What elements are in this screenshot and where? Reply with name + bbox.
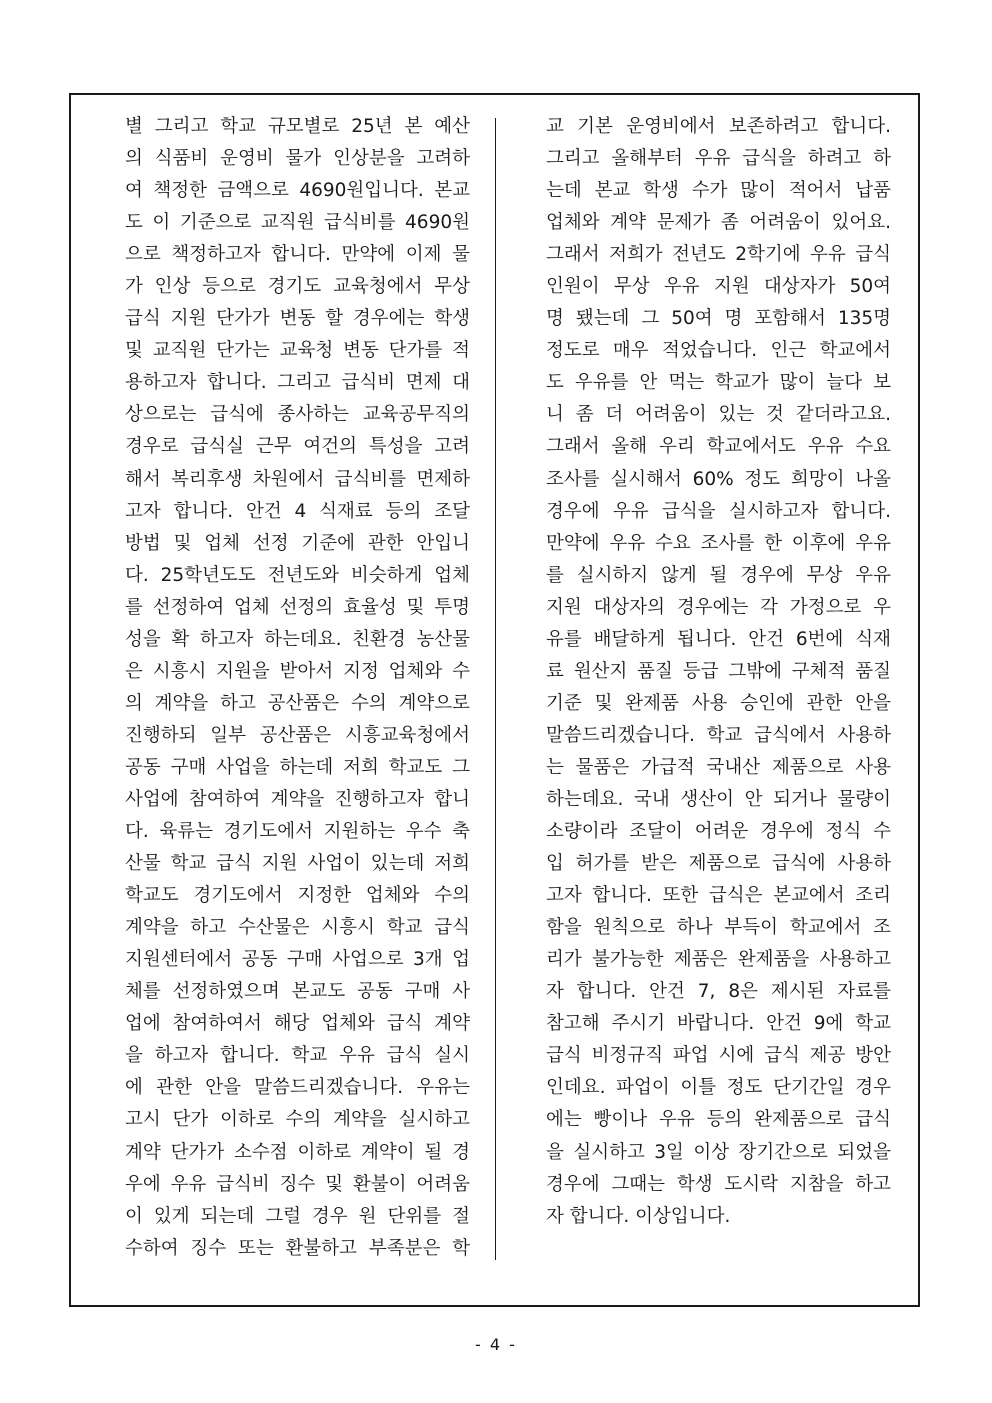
text-line: 도 이 기준으로 교직원 급식비를 4690원 xyxy=(125,212,470,234)
text-line: 소량이라 조달이 어려운 경우에 정식 수 xyxy=(546,821,891,843)
text-line: 경우로 급식실 근무 여건의 특성을 고려 xyxy=(125,436,470,458)
text-line: 성을 확 하고자 하는데요. 친환경 농산물 xyxy=(125,628,470,650)
text-line: 를 실시하지 않게 될 경우에 무상 우유 xyxy=(546,564,891,586)
text-line: 그리고 올해부터 우유 급식을 하려고 하 xyxy=(546,148,891,170)
text-line: 인데요. 파업이 이틀 정도 단기간일 경우 xyxy=(546,1077,891,1099)
text-line: 으로 책정하고자 합니다. 만약에 이제 물 xyxy=(125,244,470,266)
text-line: 및 교직원 단가는 교육청 변동 단가를 적 xyxy=(125,340,470,362)
text-line: 함을 원칙으로 하나 부득이 학교에서 조 xyxy=(546,917,891,939)
text-line: 니 좀 더 어려움이 있는 것 같더라고요. xyxy=(546,404,891,426)
text-line: 교 기본 운영비에서 보존하려고 합니다. xyxy=(546,116,891,137)
text-line: 공동 구매 사업을 하는데 저희 학교도 그 xyxy=(125,756,470,778)
text-line: 이 있게 되는데 그럴 경우 원 단위를 절 xyxy=(125,1205,470,1227)
text-line: 은 시흥시 지원을 받아서 지정 업체와 수 xyxy=(125,660,470,682)
text-line: 급식 비정규직 파업 시에 급식 제공 방안 xyxy=(546,1045,891,1067)
text-line: 의 식품비 운영비 물가 인상분을 고려하 xyxy=(125,148,470,170)
text-line: 에는 빵이나 우유 등의 완제품으로 급식 xyxy=(546,1109,891,1131)
column-divider xyxy=(495,118,496,1260)
text-line: 그래서 올해 우리 학교에서도 우유 수요 xyxy=(546,436,891,458)
text-line: 용하고자 합니다. 그리고 급식비 면제 대 xyxy=(125,372,470,394)
text-line: 경우에 우유 급식을 실시하고자 합니다. xyxy=(546,500,891,522)
text-line: 리가 불가능한 제품은 완제품을 사용하고 xyxy=(546,949,891,971)
text-line: 별 그리고 학교 규모별로 25년 본 예산 xyxy=(125,116,470,137)
text-line: 다. 25학년도도 전년도와 비슷하게 업체 xyxy=(125,564,470,586)
text-line: 에 관한 안을 말씀드리겠습니다. 우유는 xyxy=(125,1077,470,1099)
text-line: 자 합니다. 안건 7, 8은 제시된 자료를 xyxy=(546,981,891,1003)
text-line: 입 허가를 받은 제품으로 급식에 사용하 xyxy=(546,853,891,875)
text-line: 업체와 계약 문제가 좀 어려움이 있어요. xyxy=(546,212,891,234)
text-line: 경우에 그때는 학생 도시락 지참을 하고 xyxy=(546,1173,891,1195)
text-line: 그래서 저희가 전년도 2학기에 우유 급식 xyxy=(546,244,891,266)
text-line: 명 됐는데 그 50여 명 포함해서 135명 xyxy=(546,308,891,330)
text-line: 해서 복리후생 차원에서 급식비를 면제하 xyxy=(125,468,470,490)
text-line: 고자 합니다. 안건 4 식재료 등의 조달 xyxy=(125,500,470,522)
text-line: 지원 대상자의 경우에는 각 가정으로 우 xyxy=(546,596,891,618)
right-column xyxy=(546,111,891,1233)
text-line: 유를 배달하게 됩니다. 안건 6번에 식재 xyxy=(546,628,891,650)
text-line: 하는데요. 국내 생산이 안 되거나 물량이 xyxy=(546,788,891,810)
text-line: 업에 참여하여서 해당 업체와 급식 계약 xyxy=(125,1013,470,1035)
text-line: 계약을 하고 수산물은 시흥시 학교 급식 xyxy=(125,917,470,939)
text-line: 고시 단가 이하로 수의 계약을 실시하고 xyxy=(125,1109,470,1131)
text-line: 조사를 실시해서 60% 정도 희망이 나올 xyxy=(546,468,891,490)
text-line: 사업에 참여하여 계약을 진행하고자 합니 xyxy=(125,788,470,810)
page-number: - 4 - xyxy=(475,1335,517,1354)
text-line: 다. 육류는 경기도에서 지원하는 우수 축 xyxy=(125,821,470,843)
text-line: 만약에 우유 수요 조사를 한 이후에 우유 xyxy=(546,532,891,554)
text-line: 자 합니다. 이상입니다. xyxy=(546,1205,731,1227)
text-line: 계약 단가가 소수점 이하로 계약이 될 경 xyxy=(125,1141,470,1163)
text-line: 수하여 징수 또는 환불하고 부족분은 학 xyxy=(125,1237,470,1259)
text-line: 는데 본교 학생 수가 많이 적어서 납품 xyxy=(546,180,891,202)
text-line: 를 선정하여 업체 선정의 효율성 및 투명 xyxy=(125,596,470,618)
text-line: 산물 학교 급식 지원 사업이 있는데 저희 xyxy=(125,853,470,875)
text-line: 고자 합니다. 또한 급식은 본교에서 조리 xyxy=(546,885,891,907)
text-line: 지원센터에서 공동 구매 사업으로 3개 업 xyxy=(125,949,470,971)
text-line: 급식 지원 단가가 변동 할 경우에는 학생 xyxy=(125,308,470,330)
text-line: 정도로 매우 적었습니다. 인근 학교에서 xyxy=(546,340,891,362)
text-line: 말씀드리겠습니다. 학교 급식에서 사용하 xyxy=(546,724,891,746)
text-line: 을 하고자 합니다. 학교 우유 급식 실시 xyxy=(125,1045,470,1067)
text-line: 의 계약을 하고 공산품은 수의 계약으로 xyxy=(125,692,470,714)
text-line: 우에 우유 급식비 징수 및 환불이 어려움 xyxy=(125,1173,470,1195)
left-column xyxy=(125,111,470,1265)
text-line: 진행하되 일부 공산품은 시흥교육청에서 xyxy=(125,724,470,746)
text-line: 료 원산지 품질 등급 그밖에 구체적 품질 xyxy=(546,660,891,682)
text-line: 는 물품은 가급적 국내산 제품으로 사용 xyxy=(546,756,891,778)
text-line: 기준 및 완제품 사용 승인에 관한 안을 xyxy=(546,692,891,714)
text-line: 체를 선정하였으며 본교도 공동 구매 사 xyxy=(125,981,470,1003)
text-line: 방법 및 업체 선정 기준에 관한 안입니 xyxy=(125,532,470,554)
text-line: 여 책정한 금액으로 4690원입니다. 본교 xyxy=(125,180,470,202)
text-line: 참고해 주시기 바랍니다. 안건 9에 학교 xyxy=(546,1013,891,1035)
text-line: 인원이 무상 우유 지원 대상자가 50여 xyxy=(546,276,891,298)
text-line: 가 인상 등으로 경기도 교육청에서 무상 xyxy=(125,276,470,298)
text-line: 상으로는 급식에 종사하는 교육공무직의 xyxy=(125,404,470,426)
text-line: 학교도 경기도에서 지정한 업체와 수의 xyxy=(125,885,470,907)
text-line: 도 우유를 안 먹는 학교가 많이 늘다 보 xyxy=(546,372,891,394)
text-line: 을 실시하고 3일 이상 장기간으로 되었을 xyxy=(546,1141,891,1163)
